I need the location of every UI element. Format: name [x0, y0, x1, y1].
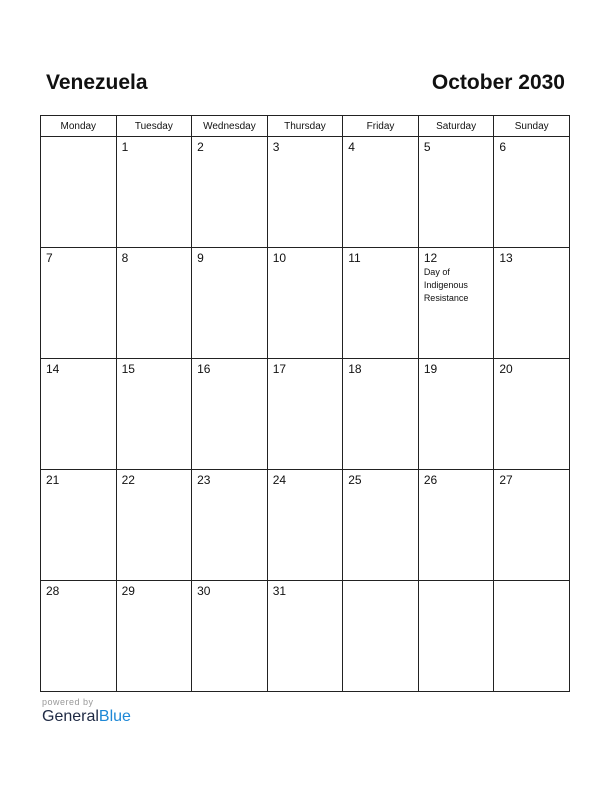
day-number: 7 [46, 251, 53, 265]
weekday-tuesday: Tuesday [116, 116, 192, 137]
day-cell [343, 137, 419, 248]
day-cell [418, 359, 494, 470]
day-number [419, 581, 494, 584]
day-cell [494, 470, 570, 581]
day-number [343, 581, 418, 584]
day-cell [41, 359, 117, 470]
day-number: 13 [499, 251, 513, 265]
day-number: 17 [272, 362, 287, 376]
weekday-sunday: Sunday [494, 116, 570, 137]
day-cell [192, 248, 268, 359]
day-cell [116, 137, 192, 248]
day-number [494, 581, 569, 584]
day-number: 30 [197, 584, 211, 598]
day-number: 18 [348, 362, 362, 376]
calendar-grid [40, 115, 570, 692]
day-cell [192, 581, 268, 692]
day-number: 22 [121, 473, 135, 487]
day-number: 25 [348, 473, 362, 487]
week-row [41, 248, 570, 359]
day-number: 9 [197, 251, 204, 265]
day-number: 29 [121, 584, 135, 598]
day-number: 26 [423, 473, 438, 487]
day-cell [41, 470, 117, 581]
month-title: October 2030 [431, 71, 565, 94]
day-number: 10 [272, 251, 287, 265]
day-cell [192, 359, 268, 470]
day-cell [418, 137, 494, 248]
day-cell [116, 581, 192, 692]
week-row [41, 359, 570, 470]
day-cell [494, 581, 570, 692]
day-number: 12 [423, 251, 438, 265]
day-number: 14 [46, 362, 60, 376]
day-cell-holiday [418, 248, 494, 359]
day-cell [343, 581, 419, 692]
day-cell [267, 581, 343, 692]
day-number: 19 [423, 362, 438, 376]
weekday-header-row [41, 116, 570, 137]
powered-by-text: powered by [42, 697, 94, 707]
weekday-saturday: Saturday [418, 116, 494, 137]
day-number: 6 [499, 140, 507, 154]
day-number: 8 [121, 251, 129, 265]
day-cell [41, 137, 117, 248]
day-number: 20 [499, 362, 513, 376]
day-number: 21 [46, 473, 60, 487]
day-cell [267, 248, 343, 359]
day-number: 5 [423, 140, 431, 154]
day-cell [267, 137, 343, 248]
weekday-monday: Monday [41, 116, 117, 137]
day-number: 23 [197, 473, 211, 487]
day-cell [494, 359, 570, 470]
footer [42, 697, 131, 726]
day-cell [267, 359, 343, 470]
day-number: 4 [348, 140, 355, 154]
day-number: 2 [197, 140, 204, 154]
day-cell [267, 470, 343, 581]
day-cell [192, 470, 268, 581]
day-number: 24 [272, 473, 287, 487]
day-cell [494, 248, 570, 359]
country-title: Venezuela [46, 71, 148, 94]
week-row [41, 137, 570, 248]
brand-general: General [42, 708, 99, 725]
day-cell [418, 581, 494, 692]
day-number: 28 [46, 584, 60, 598]
day-number [41, 137, 116, 140]
holiday-label: Day of Indigenous Resistance [423, 267, 469, 303]
day-cell [116, 470, 192, 581]
day-cell [192, 137, 268, 248]
day-number: 3 [272, 140, 280, 154]
weekday-thursday: Thursday [267, 116, 343, 137]
day-number: 1 [121, 140, 129, 154]
day-number: 16 [197, 362, 211, 376]
brand-blue: Blue [98, 708, 131, 725]
day-cell [116, 359, 192, 470]
day-cell [418, 470, 494, 581]
day-cell [343, 359, 419, 470]
day-cell [41, 581, 117, 692]
day-number: 15 [121, 362, 135, 376]
day-cell [494, 137, 570, 248]
day-cell [343, 248, 419, 359]
day-cell [41, 248, 117, 359]
day-number: 11 [348, 251, 361, 265]
day-number: 27 [499, 473, 513, 487]
weekday-wednesday: Wednesday [192, 116, 268, 137]
weekday-friday: Friday [343, 116, 419, 137]
day-cell [116, 248, 192, 359]
week-row [41, 581, 570, 692]
week-row [41, 470, 570, 581]
day-cell [343, 470, 419, 581]
day-number: 31 [272, 584, 287, 598]
generalblue-logo[interactable] [42, 708, 131, 726]
